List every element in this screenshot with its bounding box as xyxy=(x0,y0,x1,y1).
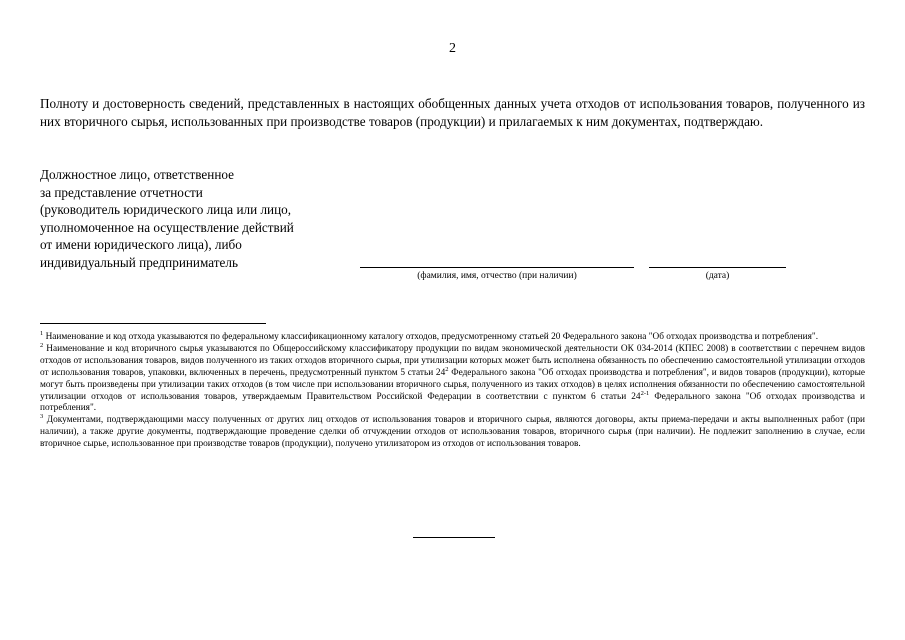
confirmation-paragraph: Полноту и достоверность сведений, представленных в настоящих обобщенных данных учета отходов от использования товаров, полученного из них вторичного сырья, использованных при производстве товаров (продукции) и прилагаемых к ним документах, подтверждаю. xyxy=(40,96,865,129)
footnotes xyxy=(40,329,866,451)
footnote-1 xyxy=(40,329,865,344)
official-line: за представление отчетности xyxy=(40,184,203,200)
footnote-3 xyxy=(40,415,865,451)
page-number: 2 xyxy=(449,41,456,56)
name-caption: (фамилия, имя, отчество (при наличии) xyxy=(417,271,577,281)
footnote-text: Федерального закона "Об отходах производства и потребления". xyxy=(40,391,866,414)
date-caption: (дата) xyxy=(705,271,730,281)
footnote-2 xyxy=(40,341,866,415)
official-line: (руководитель юридического лица или лицо, xyxy=(40,202,292,217)
name-signature-line xyxy=(360,267,634,268)
footnote-text: Наименование и код вторичного сырья указываются по Общероссийскому классификатору продукции по видам экономической деятельности ОК 034-2014 (КПЕС 2008) в соответствии с перечнем видов отходов от использования товаров, видов полученного из таких отходов вторичного сырья, при утилизации которых может быть исполнена обязанность по обеспечению самостоятельной утилизации отходов от использования товаров, упаковки, включенных в перечень, предусмотренный пунктом 5 статьи 24 xyxy=(40,343,865,378)
footnote-text: Документами, подтверждающими массу полученных от других лиц отходов от использования товаров и вторичного сырья, являются договоры, акты приема-передачи и акты выполненных работ (при наличии), а также другие документы, подтверждающие проведение сделки об отчуждении отходов от использования товаров, вторичного сырья (при наличии). Не подлежит заполнению в случае, если вторичное сырье, использованное при производстве товаров (продукции), получено утилизатором из отходов от использования товаров. xyxy=(40,415,865,450)
footnote-text: Наименование и код отхода указываются по федеральному классификационному каталогу отходов, предусмотренному статьей 20 Федерального закона "Об отходах производства и потребления". xyxy=(43,332,819,342)
footnote-marker: 1 xyxy=(40,329,44,337)
official-line: уполномоченное на осуществление действий xyxy=(40,219,294,235)
official-line: от имени юридического лица), либо xyxy=(40,237,242,252)
official-person-block xyxy=(40,166,360,271)
footnote-marker: 3 xyxy=(40,413,44,421)
end-rule xyxy=(413,537,495,538)
article-superscript: 2 xyxy=(445,365,449,373)
footnote-text: Федерального закона "Об отходах производства и потребления", и видов товаров (продукции), которые могут быть произведены при утилизации таких отходов (в том числе при использовании вторичного сырья, полученного из таких отходов) в целях исполнения обязанности по обеспечению самостоятельной утилизации отходов от использования товаров, утверждаемым Правительством Российской Федерации в соответствии с пунктом 6 статьи 24 xyxy=(40,367,865,402)
date-signature-line xyxy=(649,267,786,268)
footnote-marker: 2 xyxy=(40,341,44,349)
article-superscript: 2-1 xyxy=(640,389,650,397)
official-line: индивидуальный предприниматель xyxy=(40,254,238,270)
official-line: Должностное лицо, ответственное xyxy=(40,167,235,182)
footnote-separator xyxy=(40,323,266,324)
